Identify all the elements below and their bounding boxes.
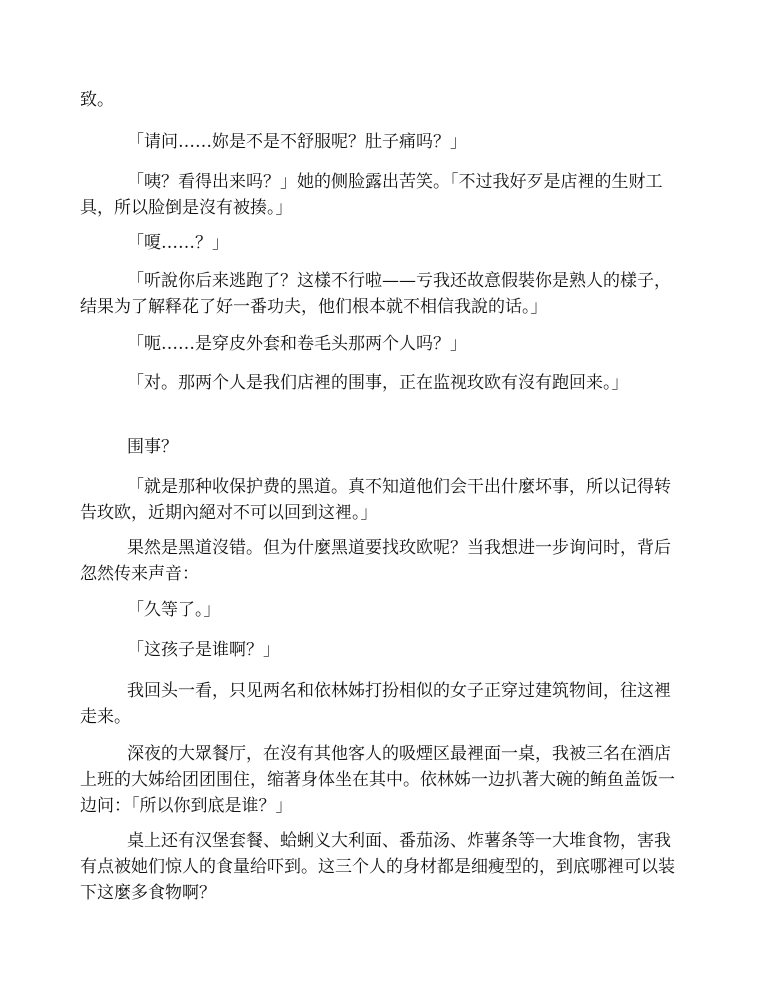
paragraph: 「听說你后来逃跑了？这樣不行啦——亏我还故意假裝你是熟人的樣子，结果为了解释花了好一番功夫，他们根本就不相信我說的话。」	[80, 271, 671, 317]
paragraph: 「久等了。」	[127, 600, 221, 620]
paragraph: 「对。那两个人是我们店裡的围事，正在监视玫欧有沒有跑回来。」	[127, 373, 629, 393]
paragraph: 「咦？看得出来吗？」她的侧脸露出苦笑。「不过我好歹是店裡的生财工具，所以脸倒是沒有被揍。」	[80, 172, 663, 218]
paragraph: 我回头一看，只见两名和依林姊打扮相似的女子正穿过建筑物间，往这裡走来。	[80, 681, 671, 727]
paragraph: 「请问……妳是不是不舒服呢？肚子痛吗？」	[127, 132, 467, 152]
paragraph: 深夜的大眾餐厅，在沒有其他客人的吸煙区最裡面一桌，我被三名在酒店上班的大姊给团团围住，缩著身体坐在其中。依林姊一边扒著大碗的鲔鱼盖饭一边问：「所以你到底是谁？」	[80, 744, 675, 816]
paragraph: 「呃……是穿皮外套和卷毛头那两个人吗？」	[127, 334, 467, 354]
paragraph: 「嗄……？」	[127, 233, 229, 253]
paragraph: 桌上还有汉堡套餐、蛤蜊义大利面、番茄汤、炸薯条等一大堆食物，害我有点被她们惊人的食量给吓到。这三个人的身材都是细瘦型的，到底哪裡可以装下这麼多食物啊？	[80, 831, 675, 903]
paragraph: 果然是黑道沒错。但为什麼黑道要找玫欧呢？当我想进一步询问时，背后忽然传来声音：	[80, 538, 671, 584]
paragraph: 「就是那种收保护费的黑道。真不知道他们会干出什麼坏事，所以记得转告玫欧，近期內絕对不可以回到这裡。」	[80, 477, 671, 523]
paragraph: 围事？	[127, 437, 178, 457]
paragraph: 「这孩子是谁啊？」	[127, 640, 280, 660]
paragraph: 致。	[80, 90, 114, 110]
